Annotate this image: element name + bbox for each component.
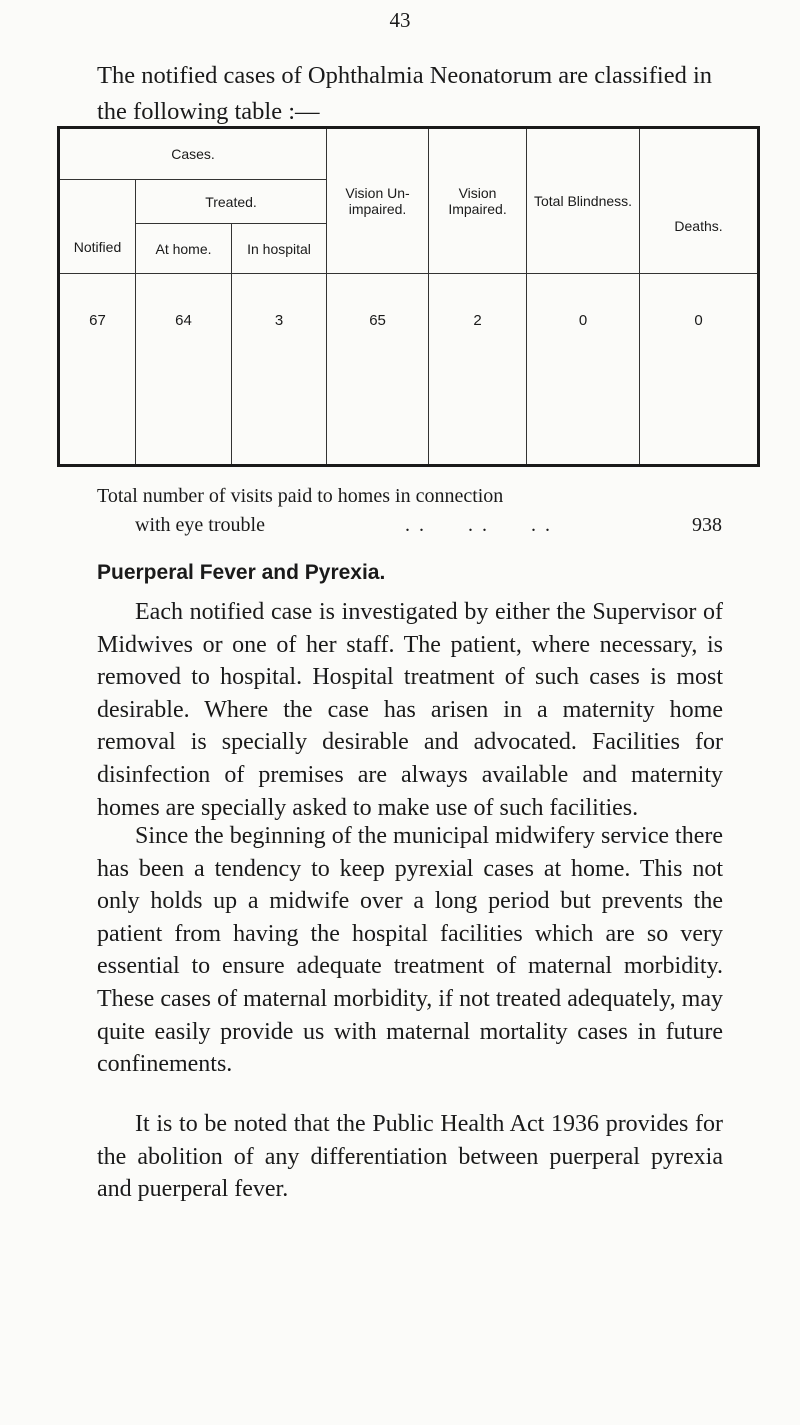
visits-line1: Total number of visits paid to homes in connection: [97, 485, 504, 507]
header-vision-unimpaired: Vision Un- impaired.: [327, 128, 429, 274]
visits-value: 938: [692, 514, 722, 536]
page-number: 43: [389, 8, 411, 32]
leader-dots: . . . . . .: [404, 514, 552, 536]
header-at-home: At home.: [136, 224, 232, 274]
value-deaths: 0: [640, 274, 759, 466]
table-row: [59, 274, 759, 466]
header-notified: Notified: [59, 180, 136, 274]
value-in-hospital: 3: [232, 274, 327, 466]
value-notified: 67: [59, 274, 136, 466]
section-heading: Puerperal Fever and Pyrexia.: [97, 561, 386, 584]
value-total-blindness: 0: [527, 274, 640, 466]
header-treated: Treated.: [136, 180, 327, 224]
header-vision-impaired: Vision Impaired.: [429, 128, 527, 274]
value-vision-unimpaired: 65: [327, 274, 429, 466]
visits-line2: with eye trouble: [135, 514, 265, 536]
header-in-hospital: In hospital: [232, 224, 327, 274]
header-total-blindness: Total Blindness.: [527, 128, 640, 274]
visits-summary: [97, 482, 722, 540]
header-cases: Cases.: [59, 128, 327, 180]
ophthalmia-table: [57, 126, 760, 467]
value-vision-impaired: 2: [429, 274, 527, 466]
header-deaths: Deaths.: [640, 128, 759, 274]
paragraph-2: Since the beginning of the municipal midwifery service there has been a tendency to keep pyrexial cases at home. This not only holds up a midwife over a long period but prevents the patient from having the hospital facilities which are so very essential to ensure adequate treatment of maternal morbidity. These cases of maternal morbidity, if not treated adequately, may quite easily provide us with maternal mortality cases in future confinements.: [97, 823, 723, 1078]
intro-text: The notified cases of Ophthalmia Neonatorum are classified in the following table :—: [97, 62, 713, 125]
paragraph-1: Each notified case is investigated by either the Supervisor of Midwives or one of her staff. The patient, where necessary, is removed to hospital. Hospital treatment of such cases is most desirable. Where the case has arisen in a maternity home removal is specially desirable and advocated. Facilities for disinfection of premises are always available and maternity homes are specially asked to make use of such facilities.: [97, 599, 723, 821]
paragraph-3: It is to be noted that the Public Health Act 1936 provides for the abolition of any differentiation between puerperal pyrexia and puerperal fever.: [97, 1111, 723, 1203]
value-at-home: 64: [136, 274, 232, 466]
